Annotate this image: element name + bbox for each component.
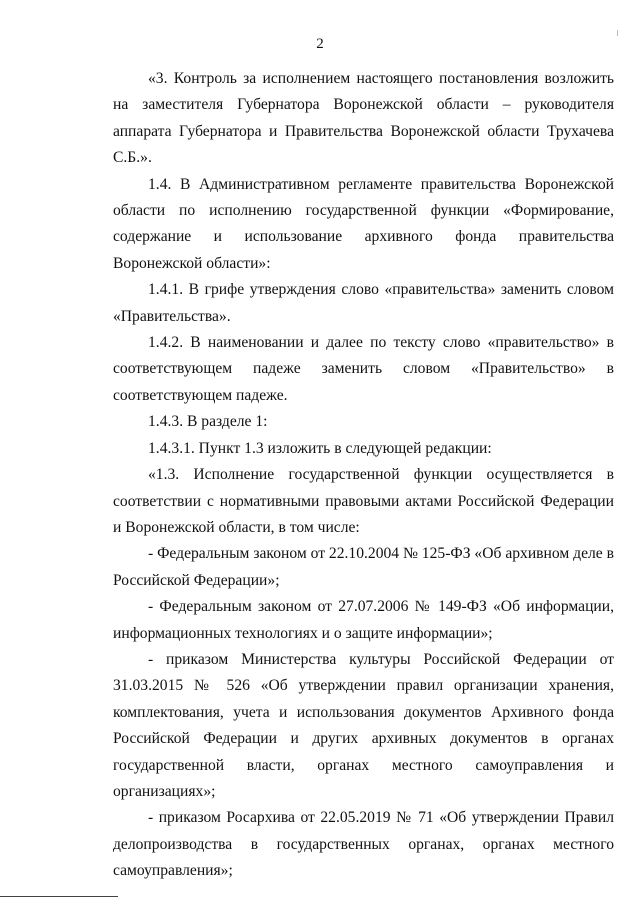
list-item-law-125: - Федеральным законом от 22.10.2004 № 125-ФЗ «Об архивном деле в Российской Федерации»; [113,545,614,589]
list-item-order-71: - приказом Росархива от 22.05.2019 № 71 «Об утверждении Правил делопроизводства в государственных органах, органах местного самоуправления»; [113,809,614,880]
paragraph-1-3-new: «1.3. Исполнение государственной функции осуществляется в соответствии с нормативными правовыми актами Российской Федерации и Воронежской области, в том числе: [113,466,614,536]
paragraph-1-4-1: 1.4.1. В грифе утверждения слово «правительства» заменить словом «Правительства». [113,281,614,325]
list-item-law-149: - Федеральным законом от 27.07.2006 № 149-ФЗ «Об информации, информационных технологиях и о защите информации»; [113,598,614,642]
paragraph-control-clause: «3. Контроль за исполнением настоящего постановления возложить на заместителя Губернатора Воронежской области – руководителя аппарата Губернатора и Правительства Воронежской области Трухачева С.Б.». [113,70,614,167]
paragraph-1-4-2: 1.4.2. В наименовании и далее по тексту слово «правительство» в соответствующем падеже заменить словом «Правительство» в соответствующем падеже. [113,334,614,404]
footer-rule [0,896,118,897]
paragraph-1-4-3-1: 1.4.3.1. Пункт 1.3 изложить в следующей редакции: [148,439,492,457]
paragraph-1-4: 1.4. В Административном регламенте правительства Воронежской области по исполнению государственной функции «Формирование, содержание и использование архивного фонда правительства Воронежской области»: [113,175,614,272]
list-item-order-526: - приказом Министерства культуры Российской Федерации от 31.03.2015 № 526 «Об утверждении правил организации хранения, комплектования, учета и использования документов Архивного фонда Российской Федерации и других архивных документов в органах государственной власти, органах местного самоуправления и организациях»; [113,650,614,800]
page-number: 2 [316,36,324,52]
document-body [113,66,614,885]
paragraph-1-4-3: 1.4.3. В разделе 1: [148,413,268,431]
